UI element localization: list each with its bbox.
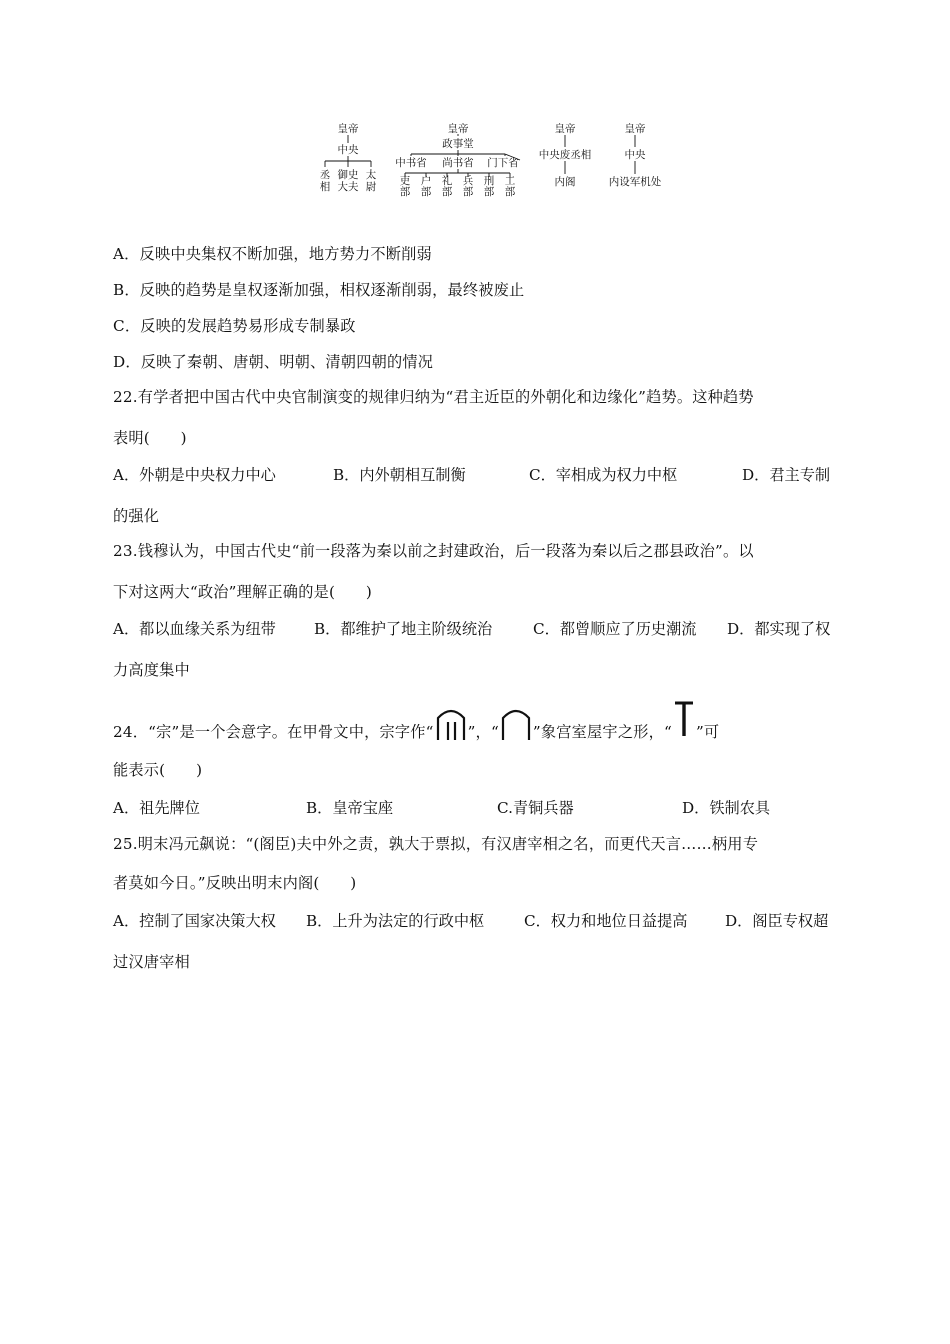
q25-option-b: B．上升为法定的行政中枢 <box>306 912 485 930</box>
q24-option-d: D．铁制农具 <box>682 799 771 817</box>
q25-option-d: D．阁臣专权超 <box>725 912 829 930</box>
q24-text-1: 24．“宗”是一个会意字。在甲骨文中，宗字作“ <box>113 723 434 741</box>
d4-top: 皇帝 <box>624 123 646 135</box>
d2-branch-1: 中书省 <box>395 157 427 169</box>
q22-stem-line1: 22.有学者把中国古代中央官制演变的规律归纳为“君主近臣的外朝化和边缘化”趋势。这种趋势 <box>113 388 754 406</box>
q23-stem-line2: 下对这两大“政治”理解正确的是( ) <box>113 583 372 601</box>
d2-leaf-4-a: 兵 <box>462 175 474 187</box>
d2-leaf-3-b: 部 <box>441 186 453 198</box>
q22-option-b: B．内外朝相互制衡 <box>333 466 466 484</box>
q25-option-c: C．权力和地位日益提高 <box>524 912 688 930</box>
d1-mid: 中央 <box>337 144 359 156</box>
q21-option-a: A．反映中央集权不断加强，地方势力不断削弱 <box>113 245 432 263</box>
q23-option-c: C．都曾顺应了历史潮流 <box>533 620 697 638</box>
d3-mid: 中央废丞相 <box>538 149 592 161</box>
oracle-bone-roof-glyph <box>499 702 533 742</box>
q24-text-4: ”可 <box>695 723 720 741</box>
d2-branch-3: 门下省 <box>487 157 519 169</box>
q25-stem-line2: 者莫如今日。”反映出明末内阁( ) <box>113 874 357 892</box>
d2-leaf-1-b: 部 <box>399 186 411 198</box>
q25-option-a: A．控制了国家决策大权 <box>113 912 276 930</box>
q21-option-c: C．反映的发展趋势易形成专制暴政 <box>113 317 356 335</box>
q23-option-d: D．都实现了权 <box>727 620 831 638</box>
government-structure-diagram <box>300 118 680 202</box>
q25-option-d-continued: 过汉唐宰相 <box>113 953 190 971</box>
d3-bottom: 内阁 <box>554 176 576 188</box>
d1-leaf-2-b: 大夫 <box>337 181 359 193</box>
q25-stem-line1: 25.明末冯元飙说：“(阁臣)夫中外之责，孰大于票拟，有汉唐宰相之名，而更代天言……柄用专 <box>113 835 759 853</box>
oracle-bone-shi-glyph <box>672 698 696 742</box>
q24-text-2: ”，“ <box>467 723 499 741</box>
q22-option-d-continued: 的强化 <box>113 507 160 525</box>
q23-option-b: B．都维护了地主阶级统治 <box>314 620 493 638</box>
q23-option-d-continued: 力高度集中 <box>113 661 190 679</box>
oracle-bone-zong-glyph <box>434 702 468 742</box>
q24-stem-line2: 能表示( ) <box>113 761 203 779</box>
d1-leaf-3-a: 太 <box>365 169 377 181</box>
d2-leaf-2-b: 部 <box>420 186 432 198</box>
d2-branch-2: 尚书省 <box>442 157 474 169</box>
d2-leaf-5-b: 部 <box>483 186 495 198</box>
d2-leaf-4-b: 部 <box>462 186 474 198</box>
q21-option-d: D．反映了秦朝、唐朝、明朝、清朝四朝的情况 <box>113 353 434 371</box>
q22-option-a: A．外朝是中央权力中心 <box>113 466 276 484</box>
d3-top: 皇帝 <box>554 123 576 135</box>
d2-top: 皇帝 <box>447 123 469 135</box>
d2-leaf-2-a: 户 <box>420 175 432 187</box>
d1-leaf-3-b: 尉 <box>365 181 377 193</box>
d1-top: 皇帝 <box>337 123 359 135</box>
d1-leaf-2-a: 御史 <box>337 169 359 181</box>
diagram-svg <box>300 118 680 202</box>
d2-leaf-6-b: 部 <box>504 186 516 198</box>
d2-leaf-1-a: 吏 <box>399 175 411 187</box>
d2-leaf-5-a: 刑 <box>483 175 495 187</box>
q22-option-d: D．君主专制 <box>742 466 831 484</box>
d4-bottom: 内设军机处 <box>608 176 662 188</box>
d2-leaf-3-a: 礼 <box>441 175 453 187</box>
q21-option-b: B．反映的趋势是皇权逐渐加强，相权逐渐削弱，最终被废止 <box>113 281 525 299</box>
q22-stem-line2: 表明( ) <box>113 429 187 447</box>
d1-leaf-1-b: 相 <box>319 181 331 193</box>
d2-leaf-6-a: 工 <box>504 175 516 187</box>
d1-leaf-1-a: 丞 <box>319 169 331 181</box>
q24-text-3: ”象宫室屋宇之形，“ <box>532 723 672 741</box>
q24-option-b: B．皇帝宝座 <box>306 799 394 817</box>
q23-option-a: A．都以血缘关系为纽带 <box>113 620 276 638</box>
q24-stem-line1 <box>113 722 719 742</box>
q24-option-c: C.青铜兵器 <box>497 799 574 817</box>
q23-stem-line1: 23.钱穆认为，中国古代史“前一段落为秦以前之封建政治，后一段落为秦以后之郡县政治”。以 <box>113 542 754 560</box>
q24-option-a: A．祖先牌位 <box>113 799 200 817</box>
q22-option-c: C．宰相成为权力中枢 <box>529 466 678 484</box>
d4-mid: 中央 <box>624 149 646 161</box>
d2-mid: 政事堂 <box>442 138 474 150</box>
